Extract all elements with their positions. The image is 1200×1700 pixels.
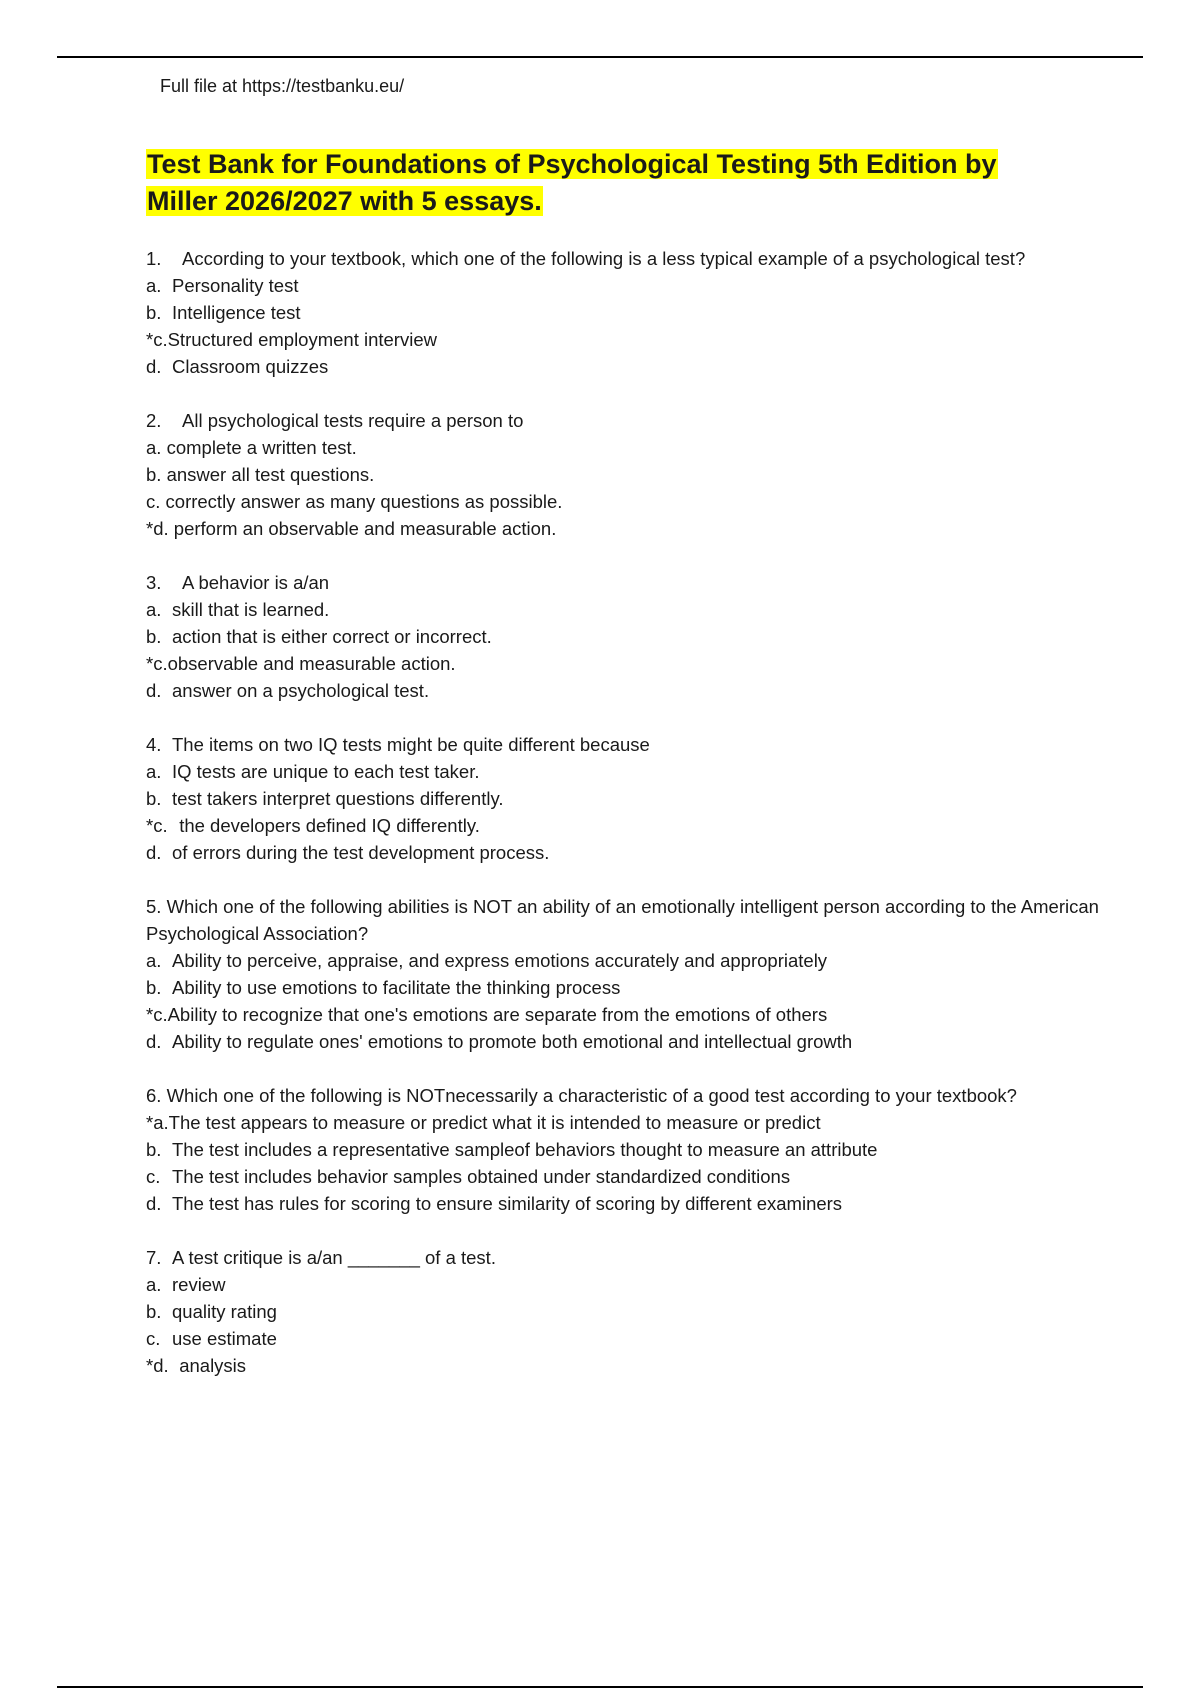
- option-text: correctly answer as many questions as possible.: [165, 491, 563, 512]
- option-text: skill that is learned.: [172, 599, 330, 620]
- option-letter: c.: [153, 1004, 168, 1025]
- question-number: 6.: [146, 1085, 162, 1106]
- option-d: [146, 353, 1106, 380]
- option-text: Ability to perceive, appraise, and express emotions accurately and appropriately: [172, 950, 828, 971]
- option-text: The test appears to measure or predict what it is intended to measure or predict: [168, 1112, 821, 1133]
- option-text: Intelligence test: [172, 302, 301, 323]
- option-letter: d.: [146, 356, 162, 377]
- question-stem: [146, 731, 1106, 758]
- option-d-correct: [146, 515, 1106, 542]
- question-text: A test critique is a/an _______ of a test.: [172, 1247, 496, 1268]
- option-letter: c.: [153, 653, 168, 674]
- option-letter: c.: [153, 329, 168, 350]
- header-note: Full file at https://testbanku.eu/: [160, 76, 405, 96]
- question-stem: [146, 407, 1106, 434]
- question-number: 3.: [146, 572, 162, 593]
- option-letter: b.: [146, 1301, 162, 1322]
- question-number: 7.: [146, 1247, 162, 1268]
- question-1: [146, 245, 1106, 380]
- bottom-rule: [57, 1686, 1143, 1688]
- option-c-correct: [146, 1001, 1106, 1028]
- question-stem: [146, 1244, 1106, 1271]
- option-letter: b.: [146, 977, 162, 998]
- question-number: 1.: [146, 248, 162, 269]
- option-letter: a.: [146, 950, 162, 971]
- option-letter: d.: [146, 680, 162, 701]
- option-letter: d.: [153, 518, 169, 539]
- option-text: The test includes a representative sampleof behaviors thought to measure an attribute: [172, 1139, 878, 1160]
- highlighted-title-text: Test Bank for Foundations of Psychological Testing 5th Edition by Miller 2026/2027 with 5 essays.: [147, 149, 997, 216]
- option-b: [146, 785, 1106, 812]
- question-5: [146, 893, 1106, 1055]
- option-text: The test has rules for scoring to ensure similarity of scoring by different examiners: [172, 1193, 843, 1214]
- option-text: Ability to recognize that one's emotions are separate from the emotions of others: [167, 1004, 828, 1025]
- question-3: [146, 569, 1106, 704]
- question-text: According to your textbook, which one of the following is a less typical example of a psychological test?: [182, 248, 1026, 269]
- question-stem: [146, 893, 1106, 947]
- option-letter: c.: [146, 1166, 161, 1187]
- question-number: 4.: [146, 734, 162, 755]
- option-a: [146, 272, 1106, 299]
- question-stem: [146, 569, 1106, 596]
- question-list: [146, 245, 1106, 1406]
- option-text: test takers interpret questions differently.: [172, 788, 504, 809]
- option-c: [146, 488, 1106, 515]
- option-letter: a.: [146, 1274, 162, 1295]
- correct-answer-mark: *: [146, 1112, 154, 1133]
- option-a: [146, 947, 1106, 974]
- option-text: Classroom quizzes: [172, 356, 329, 377]
- option-letter: c.: [146, 1328, 161, 1349]
- option-letter: a.: [146, 599, 162, 620]
- question-stem: [146, 245, 1106, 272]
- option-text: use estimate: [172, 1328, 277, 1349]
- option-letter: c.: [146, 491, 161, 512]
- option-c-correct: [146, 326, 1106, 353]
- option-text: Structured employment interview: [167, 329, 437, 350]
- option-text: answer all test questions.: [166, 464, 375, 485]
- option-d: [146, 1028, 1106, 1055]
- option-text: quality rating: [172, 1301, 277, 1322]
- correct-answer-mark: *: [146, 518, 154, 539]
- option-c-correct: [146, 812, 1106, 839]
- option-letter: a.: [146, 761, 162, 782]
- option-b: [146, 623, 1106, 650]
- option-text: observable and measurable action.: [167, 653, 456, 674]
- top-rule: [57, 56, 1143, 58]
- option-text: action that is either correct or incorrect.: [172, 626, 492, 647]
- option-letter: c.: [153, 815, 168, 836]
- option-text: Personality test: [172, 275, 299, 296]
- option-letter: d.: [146, 1031, 162, 1052]
- document-title: [146, 146, 1046, 220]
- option-d: [146, 677, 1106, 704]
- option-a: [146, 596, 1106, 623]
- option-b: [146, 461, 1106, 488]
- question-number: 5.: [146, 896, 162, 917]
- option-d: [146, 1190, 1106, 1217]
- option-d: [146, 839, 1106, 866]
- option-letter: b.: [146, 302, 162, 323]
- correct-answer-mark: *: [146, 1004, 154, 1025]
- question-text: All psychological tests require a person to: [182, 410, 524, 431]
- option-b: [146, 1136, 1106, 1163]
- option-letter: b.: [146, 626, 162, 647]
- option-text: The test includes behavior samples obtained under standardized conditions: [172, 1166, 791, 1187]
- option-letter: a.: [146, 437, 162, 458]
- option-b: [146, 299, 1106, 326]
- option-text: complete a written test.: [166, 437, 357, 458]
- option-text: answer on a psychological test.: [172, 680, 430, 701]
- question-number: 2.: [146, 410, 162, 431]
- option-text: perform an observable and measurable action.: [173, 518, 557, 539]
- question-text: The items on two IQ tests might be quite different because: [172, 734, 650, 755]
- option-letter: b.: [146, 464, 162, 485]
- question-text: Which one of the following abilities is NOT an ability of an emotionally intelligent person according to the American Psychological Association?: [146, 896, 1099, 944]
- option-text: IQ tests are unique to each test taker.: [172, 761, 480, 782]
- option-letter: d.: [146, 842, 162, 863]
- option-a: [146, 1271, 1106, 1298]
- option-c: [146, 1163, 1106, 1190]
- option-b: [146, 974, 1106, 1001]
- correct-answer-mark: *: [146, 815, 154, 836]
- option-text: analysis: [179, 1355, 247, 1376]
- question-text: A behavior is a/an: [182, 572, 330, 593]
- option-text: of errors during the test development process.: [172, 842, 550, 863]
- option-text: Ability to regulate ones' emotions to promote both emotional and intellectual growth: [172, 1031, 853, 1052]
- option-c-correct: [146, 650, 1106, 677]
- option-letter: b.: [146, 1139, 162, 1160]
- option-letter: b.: [146, 788, 162, 809]
- option-text: review: [172, 1274, 226, 1295]
- option-letter: a.: [153, 1112, 169, 1133]
- option-c: [146, 1325, 1106, 1352]
- question-6: [146, 1082, 1106, 1217]
- question-stem: [146, 1082, 1106, 1109]
- question-7: [146, 1244, 1106, 1379]
- option-text: Ability to use emotions to facilitate the thinking process: [172, 977, 621, 998]
- option-letter: a.: [146, 275, 162, 296]
- option-a-correct: [146, 1109, 1106, 1136]
- question-4: [146, 731, 1106, 866]
- option-b: [146, 1298, 1106, 1325]
- option-letter: d.: [146, 1193, 162, 1214]
- option-d-correct: [146, 1352, 1106, 1379]
- option-letter: d.: [153, 1355, 169, 1376]
- option-a: [146, 758, 1106, 785]
- option-a: [146, 434, 1106, 461]
- correct-answer-mark: *: [146, 329, 154, 350]
- question-text: Which one of the following is NOTnecessarily a characteristic of a good test according to your textbook?: [166, 1085, 1017, 1106]
- question-2: [146, 407, 1106, 542]
- option-text: the developers defined IQ differently.: [179, 815, 480, 836]
- correct-answer-mark: *: [146, 653, 154, 674]
- correct-answer-mark: *: [146, 1355, 154, 1376]
